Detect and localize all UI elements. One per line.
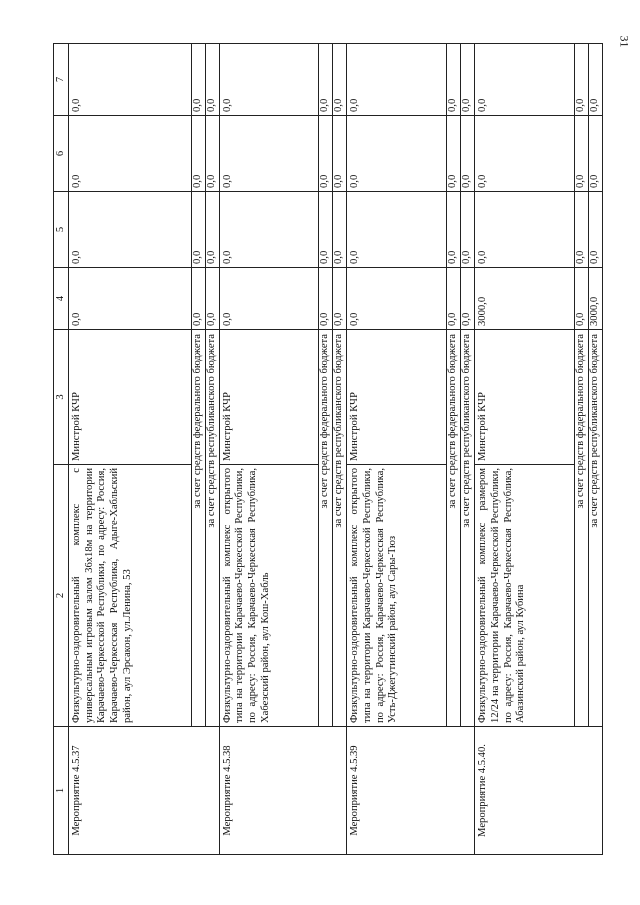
value-cell: 0,0 <box>475 116 575 192</box>
event-cell: Мероприятие 4.5.37 <box>69 727 220 855</box>
page-number: 31 <box>617 35 632 48</box>
value-cell: 0,0 <box>589 44 603 116</box>
value-cell: 0,0 <box>219 116 319 192</box>
value-cell: 0,0 <box>475 192 575 268</box>
value-cell: 0,0 <box>191 192 205 268</box>
table-row <box>69 44 192 855</box>
value-cell: 0,0 <box>333 192 347 268</box>
republic-label: за счет средств республиканского бюджета <box>333 330 347 727</box>
value-cell: 0,0 <box>589 192 603 268</box>
event-cell: Мероприятие 4.5.38 <box>219 727 347 855</box>
event-cell: Мероприятие 4.5.40. <box>475 727 603 855</box>
value-cell: 0,0 <box>69 44 192 116</box>
value-cell: 0,0 <box>333 268 347 330</box>
value-cell: 0,0 <box>219 268 319 330</box>
federal-label: за счет средств федерального бюджета <box>319 330 333 727</box>
republic-label: за счет средств республиканского бюджета <box>461 330 475 727</box>
federal-label: за счет средств федерального бюджета <box>447 330 461 727</box>
federal-label: за счет средств федерального бюджета <box>191 330 205 727</box>
table-row <box>347 44 447 855</box>
header-col-3: 3 <box>54 330 69 465</box>
value-cell: 0,0 <box>461 192 475 268</box>
executor-cell: Минстрой КЧР <box>475 330 575 465</box>
value-cell: 0,0 <box>69 192 192 268</box>
header-col-1: 1 <box>54 727 69 855</box>
republic-label: за счет средств республиканского бюджета <box>205 330 219 727</box>
value-cell: 0,0 <box>575 44 589 116</box>
description-cell: Физкультурно-оздоровительный комплекс с универсальным игровым залом 36х18м на территории Карачаево-Черкесской Республики, по адресу: Россия, Карачаево-Черкесская Республика, Адыге-Хабльский район, аул Эрсакон, ул.Ленина, 53 <box>69 465 192 727</box>
executor-cell: Минстрой КЧР <box>69 330 192 465</box>
value-cell: 0,0 <box>461 116 475 192</box>
value-cell: 0,0 <box>191 44 205 116</box>
value-cell: 0,0 <box>319 192 333 268</box>
header-col-4: 4 <box>54 268 69 330</box>
value-cell: 0,0 <box>319 268 333 330</box>
description-cell: Физкультурно-оздоровительный комплекс открытого типа на территории Карачаево-Черкесской Республики, по адресу: Россия, Карачаево-Черкесская Республика, Усть-Джегутинский район, аул Сары-Тюз <box>347 465 447 727</box>
value-cell: 0,0 <box>69 268 192 330</box>
executor-cell: Минстрой КЧР <box>347 330 447 465</box>
description-cell: Физкультурно-оздоровительный комплекс размером 12/24 на территории Карачаево-Черкесской Республики, по адресу: Россия, Карачаево-Черкесская Республика, Абазинский район, аул Кубина <box>475 465 575 727</box>
value-cell: 3000,0 <box>589 268 603 330</box>
value-cell: 0,0 <box>447 44 461 116</box>
table-row <box>475 44 575 855</box>
value-cell: 0,0 <box>69 116 192 192</box>
value-cell: 0,0 <box>447 116 461 192</box>
value-cell: 0,0 <box>205 116 219 192</box>
value-cell: 0,0 <box>219 192 319 268</box>
value-cell: 0,0 <box>333 44 347 116</box>
header-col-2: 2 <box>54 465 69 727</box>
value-cell: 0,0 <box>447 192 461 268</box>
executor-cell: Минстрой КЧР <box>219 330 319 465</box>
header-row <box>54 44 69 855</box>
value-cell: 0,0 <box>205 192 219 268</box>
value-cell: 0,0 <box>575 116 589 192</box>
value-cell: 0,0 <box>575 192 589 268</box>
value-cell: 0,0 <box>191 268 205 330</box>
value-cell: 0,0 <box>191 116 205 192</box>
value-cell: 0,0 <box>475 44 575 116</box>
federal-label: за счет средств федерального бюджета <box>575 330 589 727</box>
value-cell: 0,0 <box>219 44 319 116</box>
event-cell: Мероприятие 4.5.39 <box>347 727 475 855</box>
header-col-6: 6 <box>54 116 69 192</box>
value-cell: 0,0 <box>347 192 447 268</box>
header-col-5: 5 <box>54 192 69 268</box>
value-cell: 0,0 <box>319 44 333 116</box>
value-cell: 0,0 <box>347 44 447 116</box>
value-cell: 0,0 <box>575 268 589 330</box>
rotated-table-wrapper <box>53 44 603 855</box>
value-cell: 0,0 <box>461 268 475 330</box>
header-col-7: 7 <box>54 44 69 116</box>
value-cell: 0,0 <box>589 116 603 192</box>
value-cell: 0,0 <box>447 268 461 330</box>
value-cell: 0,0 <box>205 268 219 330</box>
value-cell: 3000,0 <box>475 268 575 330</box>
description-cell: Физкультурно-оздоровительный комплекс открытого типа на территории Карачаево-Черкесской Республики, по адресу: Россия, Карачаево-Черкесская Республика, Хабезский район, аул Кош-Хабль <box>219 465 319 727</box>
value-cell: 0,0 <box>319 116 333 192</box>
value-cell: 0,0 <box>347 116 447 192</box>
value-cell: 0,0 <box>461 44 475 116</box>
value-cell: 0,0 <box>205 44 219 116</box>
table-row <box>219 44 319 855</box>
republic-label: за счет средств республиканского бюджета <box>589 330 603 727</box>
program-table <box>53 43 603 855</box>
value-cell: 0,0 <box>333 116 347 192</box>
value-cell: 0,0 <box>347 268 447 330</box>
